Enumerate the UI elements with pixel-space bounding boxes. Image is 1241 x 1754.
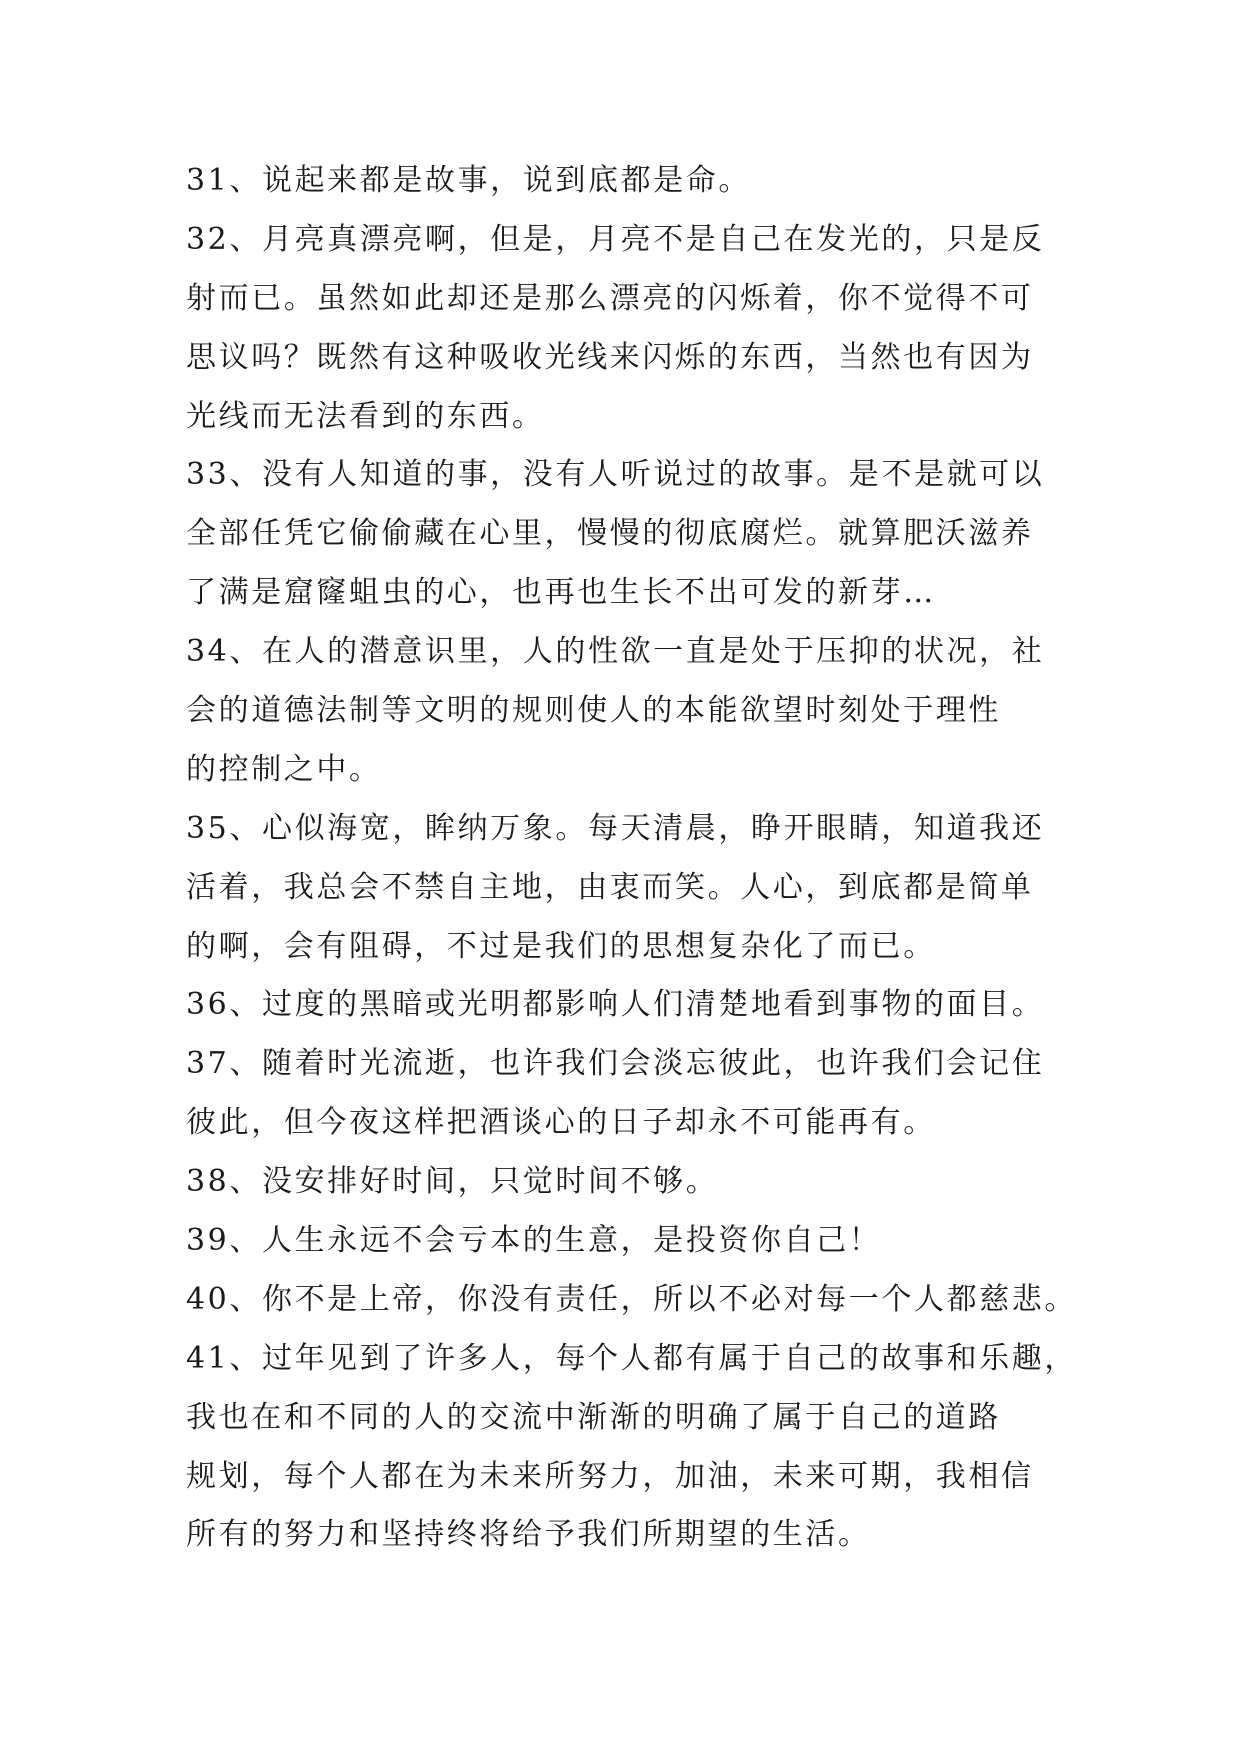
text-line: 规划，每个人都在为未来所努力，加油，未来可期，我相信 (186, 1458, 1034, 1494)
document-body (186, 152, 1077, 1565)
text-line: 35、心似海宽，眸纳万象。每天清晨，睁开眼睛，知道我还 (186, 810, 1045, 846)
text-line: 所有的努力和坚持终将给予我们所期望的生活。 (186, 1517, 871, 1553)
text-line: 34、在人的潜意识里，人的性欲一直是处于压抑的状况，社 (186, 634, 1045, 670)
text-line: 会的道德法制等文明的规则使人的本能欲望时刻处于理性 (186, 693, 1001, 729)
text-line: 的控制之中。 (186, 751, 382, 787)
text-line: 31、说起来都是故事，说到底都是命。 (186, 163, 751, 198)
text-line: 全部任凭它偷偷藏在心里，慢慢的彻底腐烂。就算肥沃滋养 (186, 516, 1034, 552)
text-line: 了满是窟窿蛆虫的心，也再也生长不出可发的新芽… (186, 575, 936, 611)
text-line: 38、没安排好时间，只觉时间不够。 (186, 1164, 719, 1200)
text-line: 36、过度的黑暗或光明都影响人们清楚地看到事物的面目。 (186, 987, 1045, 1023)
text-line: 我也在和不同的人的交流中渐渐的明确了属于自己的道路 (186, 1399, 1001, 1435)
text-line: 的啊，会有阻碍，不过是我们的思想复杂化了而已。 (186, 928, 936, 964)
text-line: 33、没有人知道的事，没有人听说过的故事。是不是就可以 (186, 457, 1045, 493)
text-line: 32、月亮真漂亮啊，但是，月亮不是自己在发光的，只是反 (186, 221, 1045, 257)
text-line: 思议吗？既然有这种吸收光线来闪烁的东西，当然也有因为 (186, 339, 1034, 375)
text-line: 41、过年见到了许多人，每个人都有属于自己的故事和乐趣， (186, 1340, 1077, 1376)
text-line: 活着，我总会不禁自主地，由衷而笑。人心，到底都是简单 (186, 869, 1034, 905)
text-line: 射而已。虽然如此却还是那么漂亮的闪烁着，你不觉得不可 (186, 280, 1034, 316)
text-line: 37、随着时光流逝，也许我们会淡忘彼此，也许我们会记住 (186, 1046, 1045, 1082)
text-line: 光线而无法看到的东西。 (186, 398, 545, 434)
text-line: 39、人生永远不会亏本的生意，是投资你自己！ (186, 1223, 882, 1259)
text-line: 彼此，但今夜这样把酒谈心的日子却永不可能再有。 (186, 1105, 936, 1141)
text-line: 40、你不是上帝，你没有责任，所以不必对每一个人都慈悲。 (186, 1281, 1077, 1317)
